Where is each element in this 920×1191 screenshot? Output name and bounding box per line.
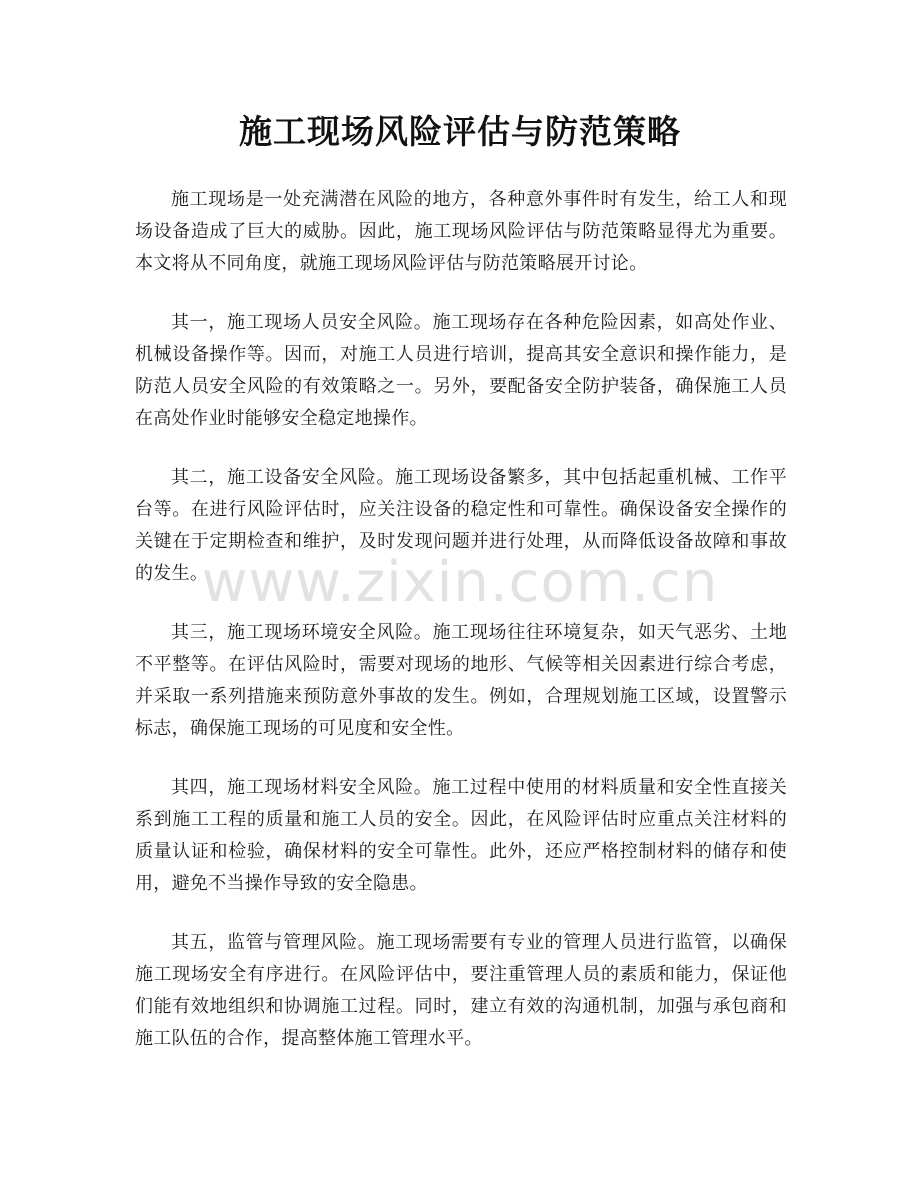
paragraph-material-risk: 其四，施工现场材料安全风险。施工过程中使用的材料质量和安全性直接关系到施工工程的质量和施工人员的安全。因此，在风险评估时应重点关注材料的质量认证和检验，确保材料的安全可靠性。此外，还应严格控制材料的储存和使用，避免不当操作导致的安全隐患。: [135, 777, 787, 894]
paragraph-intro: 施工现场是一处充满潜在风险的地方，各种意外事件时有发生，给工人和现场设备造成了巨大的威胁。因此，施工现场风险评估与防范策略显得尤为重要。本文将从不同角度，就施工现场风险评估与防范策略展开讨论。: [135, 189, 787, 274]
document-title: 施工现场风险评估与防范策略: [239, 112, 681, 151]
paragraph-management-risk: 其五，监管与管理风险。施工现场需要有专业的管理人员进行监管，以确保施工现场安全有序进行。在风险评估中，要注重管理人员的素质和能力，保证他们能有效地组织和协调施工过程。同时，建立有效的沟通机制，加强与承包商和施工队伍的合作，提高整体施工管理水平。: [135, 932, 787, 1049]
paragraph-environment-risk: 其三，施工现场环境安全风险。施工现场往往环境复杂，如天气恶劣、土地不平整等。在评估风险时，需要对现场的地形、气候等相关因素进行综合考虑，并采取一系列措施来预防意外事故的发生。例如，合理规划施工区域，设置警示标志，确保施工现场的可见度和安全性。: [135, 622, 787, 739]
paragraph-personnel-risk: 其一，施工现场人员安全风险。施工现场存在各种危险因素，如高处作业、机械设备操作等。因而，对施工人员进行培训，提高其安全意识和操作能力，是防范人员安全风险的有效策略之一。另外，要配备安全防护装备，确保施工人员在高处作业时能够安全稳定地操作。: [135, 312, 787, 429]
watermark: www.zixin.com.cn: [201, 550, 719, 615]
paragraph-equipment-risk: 其二，施工设备安全风险。施工现场设备繁多，其中包括起重机械、工作平台等。在进行风险评估时，应关注设备的稳定性和可靠性。确保设备安全操作的关键在于定期检查和维护，及时发现问题并进行处理，从而降低设备故障和事故的发生。: [135, 467, 787, 584]
document-body: [135, 184, 787, 1082]
